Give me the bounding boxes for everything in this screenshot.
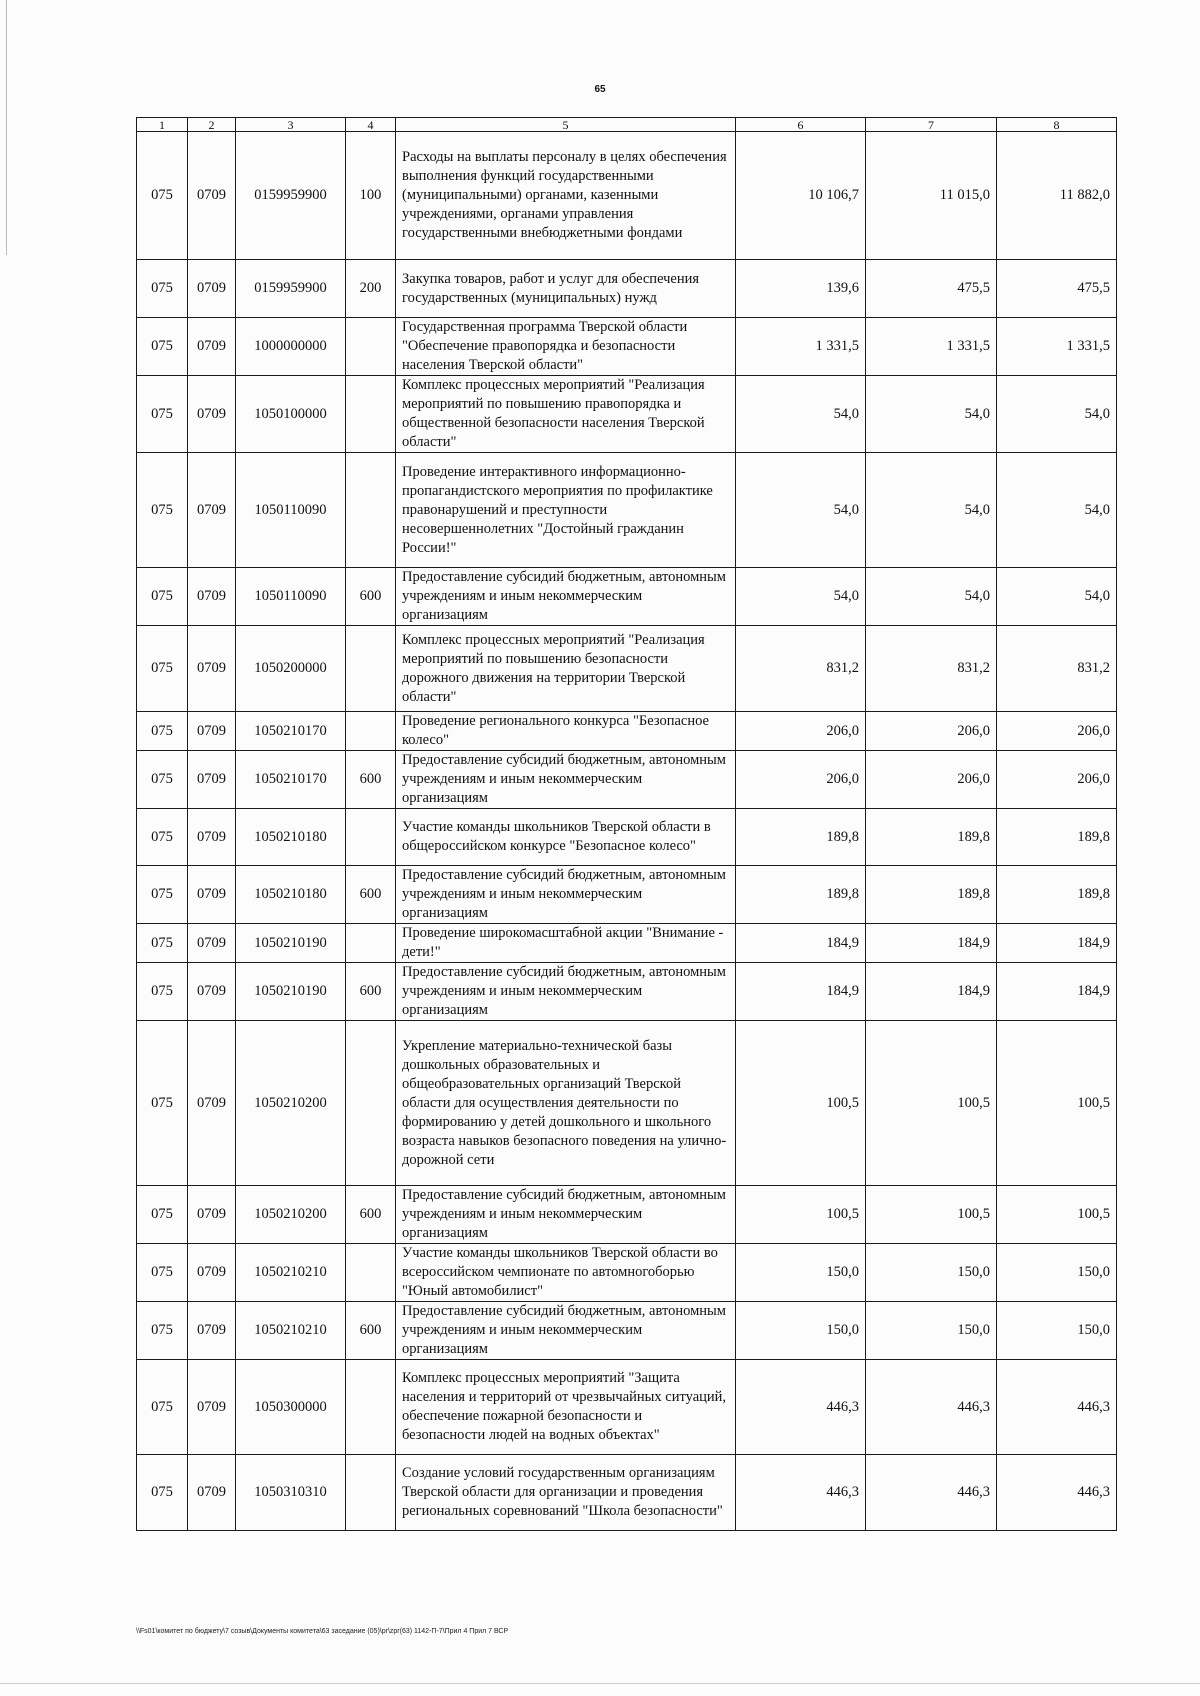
table-row (137, 809, 1117, 866)
expense-type-cell (346, 1244, 396, 1302)
expense-type-cell (346, 924, 396, 963)
expense-type-cell (346, 1360, 396, 1455)
expense-type-cell: 600 (346, 963, 396, 1021)
target-article-cell: 1050210180 (236, 809, 346, 866)
description-cell: Участие команды школьников Тверской области во всероссийском чемпионате по автомногоборью "Юный автомобилист" (396, 1244, 736, 1302)
section-code-cell: 0709 (188, 318, 236, 376)
amount-year-2-cell: 150,0 (866, 1244, 997, 1302)
expense-type-cell (346, 809, 396, 866)
file-path-footer: \\Fs01\комитет по бюджету\7 созыв\Документы комитета\63 заседание (05)\pr\zpr(63) 1142-П-7\Прил 4 Прил 7 ВСР (136, 1628, 509, 1635)
section-code-cell: 0709 (188, 376, 236, 453)
admin-code-cell: 075 (137, 453, 188, 568)
description-cell: Предоставление субсидий бюджетным, автономным учреждениям и иным некоммерческим организациям (396, 963, 736, 1021)
section-code-cell: 0709 (188, 963, 236, 1021)
column-number: 6 (736, 118, 866, 132)
section-code-cell: 0709 (188, 132, 236, 260)
amount-year-2-cell: 54,0 (866, 568, 997, 626)
description-cell: Предоставление субсидий бюджетным, автономным учреждениям и иным некоммерческим организациям (396, 568, 736, 626)
expense-type-cell (346, 1455, 396, 1531)
description-cell: Предоставление субсидий бюджетным, автономным учреждениям и иным некоммерческим организациям (396, 1302, 736, 1360)
target-article-cell: 1050110090 (236, 568, 346, 626)
target-article-cell: 1050210190 (236, 963, 346, 1021)
target-article-cell: 1050210210 (236, 1302, 346, 1360)
column-number-row (137, 118, 1117, 132)
column-number: 1 (137, 118, 188, 132)
admin-code-cell: 075 (137, 376, 188, 453)
description-cell: Комплекс процессных мероприятий "Реализация мероприятий по повышению правопорядка и общественной безопасности населения Тверской области" (396, 376, 736, 453)
column-number: 3 (236, 118, 346, 132)
table-row (137, 318, 1117, 376)
target-article-cell: 1050110090 (236, 453, 346, 568)
expense-type-cell: 600 (346, 1302, 396, 1360)
amount-year-2-cell: 54,0 (866, 376, 997, 453)
amount-year-3-cell: 184,9 (997, 963, 1117, 1021)
amount-year-3-cell: 150,0 (997, 1244, 1117, 1302)
description-cell: Комплекс процессных мероприятий "Защита населения и территорий от чрезвычайных ситуаций, обеспечение пожарной безопасности и безопасности людей на водных объектах" (396, 1360, 736, 1455)
amount-year-2-cell: 475,5 (866, 260, 997, 318)
amount-year-2-cell: 189,8 (866, 809, 997, 866)
amount-year-3-cell: 54,0 (997, 453, 1117, 568)
amount-year-3-cell: 54,0 (997, 376, 1117, 453)
amount-year-2-cell: 1 331,5 (866, 318, 997, 376)
amount-year-1-cell: 189,8 (736, 809, 866, 866)
amount-year-1-cell: 206,0 (736, 712, 866, 751)
admin-code-cell: 075 (137, 132, 188, 260)
admin-code-cell: 075 (137, 866, 188, 924)
section-code-cell: 0709 (188, 1455, 236, 1531)
target-article-cell: 1050210210 (236, 1244, 346, 1302)
description-cell: Расходы на выплаты персоналу в целях обеспечения выполнения функций государственными (муниципальными) органами, казенными учреждениями, органами управления государственными внебюджетными фондами (396, 132, 736, 260)
table-row (137, 376, 1117, 453)
description-cell: Укрепление материально-технической базы дошкольных образовательных и общеобразовательных организаций Тверской области для осуществления деятельности по формированию у детей дошкольного и школьного возраста навыков безопасного поведения на улично-дорожной сети (396, 1021, 736, 1186)
amount-year-1-cell: 150,0 (736, 1244, 866, 1302)
section-code-cell: 0709 (188, 1244, 236, 1302)
column-number: 5 (396, 118, 736, 132)
amount-year-1-cell: 446,3 (736, 1360, 866, 1455)
section-code-cell: 0709 (188, 1360, 236, 1455)
target-article-cell: 1050210190 (236, 924, 346, 963)
admin-code-cell: 075 (137, 568, 188, 626)
table-row (137, 924, 1117, 963)
amount-year-1-cell: 100,5 (736, 1186, 866, 1244)
column-number: 2 (188, 118, 236, 132)
description-cell: Проведение интерактивного информационно-пропагандистского мероприятия по профилактике правонарушений и преступности несовершеннолетних "Достойный гражданин России!" (396, 453, 736, 568)
amount-year-2-cell: 11 015,0 (866, 132, 997, 260)
section-code-cell: 0709 (188, 626, 236, 712)
amount-year-2-cell: 446,3 (866, 1455, 997, 1531)
section-code-cell: 0709 (188, 751, 236, 809)
admin-code-cell: 075 (137, 1021, 188, 1186)
admin-code-cell: 075 (137, 712, 188, 751)
amount-year-1-cell: 54,0 (736, 453, 866, 568)
target-article-cell: 1050200000 (236, 626, 346, 712)
table-row (137, 453, 1117, 568)
scan-bottom-line (0, 1683, 1200, 1684)
expense-type-cell (346, 376, 396, 453)
amount-year-3-cell: 1 331,5 (997, 318, 1117, 376)
expense-type-cell (346, 712, 396, 751)
amount-year-3-cell: 189,8 (997, 809, 1117, 866)
target-article-cell: 1050310310 (236, 1455, 346, 1531)
amount-year-2-cell: 150,0 (866, 1302, 997, 1360)
amount-year-2-cell: 206,0 (866, 712, 997, 751)
amount-year-3-cell: 184,9 (997, 924, 1117, 963)
admin-code-cell: 075 (137, 963, 188, 1021)
admin-code-cell: 075 (137, 1302, 188, 1360)
amount-year-1-cell: 100,5 (736, 1021, 866, 1186)
amount-year-3-cell: 475,5 (997, 260, 1117, 318)
budget-table (136, 117, 1117, 1531)
table-row (137, 626, 1117, 712)
admin-code-cell: 075 (137, 318, 188, 376)
section-code-cell: 0709 (188, 260, 236, 318)
table-row (137, 866, 1117, 924)
table-row (137, 712, 1117, 751)
page-number: 65 (594, 84, 606, 95)
target-article-cell: 0159959900 (236, 132, 346, 260)
amount-year-2-cell: 189,8 (866, 866, 997, 924)
target-article-cell: 1050210200 (236, 1021, 346, 1186)
amount-year-1-cell: 139,6 (736, 260, 866, 318)
description-cell: Проведение широкомасштабной акции "Внимание - дети!" (396, 924, 736, 963)
admin-code-cell: 075 (137, 1244, 188, 1302)
admin-code-cell: 075 (137, 626, 188, 712)
amount-year-1-cell: 206,0 (736, 751, 866, 809)
amount-year-2-cell: 184,9 (866, 963, 997, 1021)
target-article-cell: 1000000000 (236, 318, 346, 376)
section-code-cell: 0709 (188, 1302, 236, 1360)
description-cell: Создание условий государственным организациям Тверской области для организации и проведения региональных соревнований "Школа безопасности" (396, 1455, 736, 1531)
target-article-cell: 1050100000 (236, 376, 346, 453)
table-row (137, 963, 1117, 1021)
amount-year-1-cell: 1 331,5 (736, 318, 866, 376)
section-code-cell: 0709 (188, 809, 236, 866)
expense-type-cell: 600 (346, 568, 396, 626)
amount-year-3-cell: 831,2 (997, 626, 1117, 712)
target-article-cell: 1050210170 (236, 712, 346, 751)
admin-code-cell: 075 (137, 1455, 188, 1531)
amount-year-1-cell: 150,0 (736, 1302, 866, 1360)
description-cell: Предоставление субсидий бюджетным, автономным учреждениям и иным некоммерческим организациям (396, 1186, 736, 1244)
target-article-cell: 1050210180 (236, 866, 346, 924)
expense-type-cell (346, 1021, 396, 1186)
expense-type-cell (346, 453, 396, 568)
section-code-cell: 0709 (188, 1186, 236, 1244)
amount-year-2-cell: 831,2 (866, 626, 997, 712)
column-number: 7 (866, 118, 997, 132)
description-cell: Участие команды школьников Тверской области в общероссийском конкурсе "Безопасное колесо" (396, 809, 736, 866)
column-number: 4 (346, 118, 396, 132)
table-row (137, 132, 1117, 260)
description-cell: Государственная программа Тверской области "Обеспечение правопорядка и безопасности населения Тверской области" (396, 318, 736, 376)
expense-type-cell: 200 (346, 260, 396, 318)
admin-code-cell: 075 (137, 751, 188, 809)
amount-year-2-cell: 446,3 (866, 1360, 997, 1455)
amount-year-1-cell: 184,9 (736, 963, 866, 1021)
amount-year-2-cell: 100,5 (866, 1021, 997, 1186)
section-code-cell: 0709 (188, 924, 236, 963)
description-cell: Предоставление субсидий бюджетным, автономным учреждениям и иным некоммерческим организациям (396, 866, 736, 924)
expense-type-cell (346, 318, 396, 376)
amount-year-3-cell: 11 882,0 (997, 132, 1117, 260)
expense-type-cell: 600 (346, 751, 396, 809)
amount-year-3-cell: 206,0 (997, 712, 1117, 751)
table-row (137, 260, 1117, 318)
target-article-cell: 1050210170 (236, 751, 346, 809)
target-article-cell: 0159959900 (236, 260, 346, 318)
scan-margin-line (6, 0, 7, 255)
amount-year-2-cell: 100,5 (866, 1186, 997, 1244)
amount-year-2-cell: 54,0 (866, 453, 997, 568)
section-code-cell: 0709 (188, 712, 236, 751)
table-row (137, 1360, 1117, 1455)
expense-type-cell: 100 (346, 132, 396, 260)
amount-year-3-cell: 100,5 (997, 1021, 1117, 1186)
admin-code-cell: 075 (137, 1186, 188, 1244)
amount-year-1-cell: 446,3 (736, 1455, 866, 1531)
amount-year-3-cell: 189,8 (997, 866, 1117, 924)
table-row (137, 1302, 1117, 1360)
amount-year-3-cell: 100,5 (997, 1186, 1117, 1244)
admin-code-cell: 075 (137, 260, 188, 318)
table-row (137, 1244, 1117, 1302)
amount-year-1-cell: 831,2 (736, 626, 866, 712)
description-cell: Комплекс процессных мероприятий "Реализация мероприятий по повышению безопасности дорожного движения на территории Тверской области" (396, 626, 736, 712)
expense-type-cell (346, 626, 396, 712)
target-article-cell: 1050300000 (236, 1360, 346, 1455)
description-cell: Предоставление субсидий бюджетным, автономным учреждениям и иным некоммерческим организациям (396, 751, 736, 809)
column-number: 8 (997, 118, 1117, 132)
admin-code-cell: 075 (137, 1360, 188, 1455)
amount-year-2-cell: 206,0 (866, 751, 997, 809)
amount-year-3-cell: 206,0 (997, 751, 1117, 809)
description-cell: Закупка товаров, работ и услуг для обеспечения государственных (муниципальных) нужд (396, 260, 736, 318)
amount-year-3-cell: 446,3 (997, 1360, 1117, 1455)
admin-code-cell: 075 (137, 809, 188, 866)
table-row (137, 568, 1117, 626)
expense-type-cell: 600 (346, 1186, 396, 1244)
table-row (137, 1186, 1117, 1244)
amount-year-1-cell: 189,8 (736, 866, 866, 924)
table-row (137, 1021, 1117, 1186)
amount-year-1-cell: 10 106,7 (736, 132, 866, 260)
table-row (137, 1455, 1117, 1531)
amount-year-1-cell: 184,9 (736, 924, 866, 963)
amount-year-3-cell: 446,3 (997, 1455, 1117, 1531)
section-code-cell: 0709 (188, 453, 236, 568)
admin-code-cell: 075 (137, 924, 188, 963)
expense-type-cell: 600 (346, 866, 396, 924)
section-code-cell: 0709 (188, 866, 236, 924)
target-article-cell: 1050210200 (236, 1186, 346, 1244)
amount-year-2-cell: 184,9 (866, 924, 997, 963)
amount-year-3-cell: 150,0 (997, 1302, 1117, 1360)
amount-year-3-cell: 54,0 (997, 568, 1117, 626)
amount-year-1-cell: 54,0 (736, 376, 866, 453)
amount-year-1-cell: 54,0 (736, 568, 866, 626)
table-row (137, 751, 1117, 809)
section-code-cell: 0709 (188, 568, 236, 626)
section-code-cell: 0709 (188, 1021, 236, 1186)
description-cell: Проведение регионального конкурса "Безопасное колесо" (396, 712, 736, 751)
